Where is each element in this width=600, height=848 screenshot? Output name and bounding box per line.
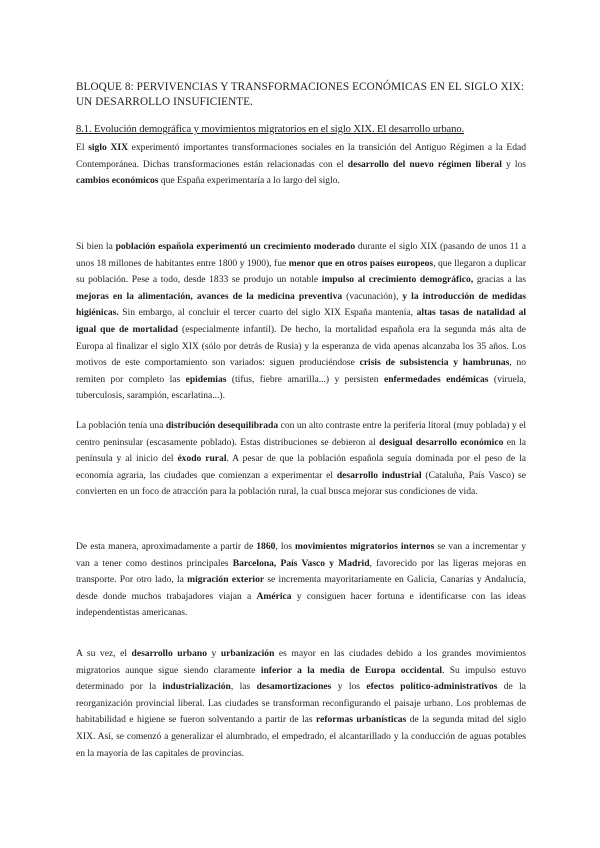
paragraph-4 (76, 539, 526, 622)
bold-run: menor que en otros países europeos (288, 257, 434, 269)
text-run: El (76, 142, 89, 153)
bold-run: desarrollo industrial (336, 469, 422, 481)
bold-run: enfermedades endémicas (383, 373, 489, 385)
text-run: , las (230, 681, 257, 693)
text-run: se incrementa mayoritariamente en Galicia, Canarias y Andalucía, desde donde muchos trabajadores viajan a (76, 574, 526, 602)
text-run: Si bien la (76, 241, 116, 252)
bold-run: desamortizaciones (256, 681, 332, 693)
bold-run: Barcelona, País Vasco y Madrid (232, 557, 370, 569)
bold-run: urbanización (220, 648, 275, 659)
text-run: gracias a las (473, 274, 526, 286)
bold-run: migración exterior (187, 574, 265, 586)
text-run: y los (501, 158, 526, 170)
bold-run: mejoras en la alimentación, avances de la medicina preventiva (76, 290, 343, 302)
bold-run: éxodo rural (177, 453, 227, 465)
paragraph-5 (76, 646, 526, 762)
text-run: . A pesar de que la población española seguía dominada por el peso de la economía agraria, las ciudades que comienzan a experimentar el (76, 453, 527, 481)
paragraph-1 (76, 140, 526, 190)
bold-run: crisis de subsistencia y hambrunas (359, 357, 510, 369)
bold-run: desarrollo urbano (131, 648, 207, 659)
bold-run: distribución desequilibrada (165, 420, 279, 431)
paragraph-2 (76, 239, 526, 405)
text-run: (tifus, fiebre amarilla...) y persisten (226, 373, 384, 385)
document-title: BLOQUE 8: PERVIVENCIAS Y TRANSFORMACIONES ECONÓMICAS EN EL SIGLO XIX: UN DESARROLLO INSUFICIENTE. (76, 81, 525, 108)
bold-run: reformas urbanísticas (316, 714, 407, 726)
text-run: de la segunda mitad del siglo XIX. Así, se comenzó a generalizar el alumbrado, el empedrado, el alcantarillado y la conducción de aguas potables en la mayoría de las capitales de provincias. (76, 714, 527, 759)
text-run: (especialmente infantil). De hecho, la mortalidad española era la segunda más alta de Europa al finalizar el siglo XIX (sólo por detrás de Rusia) y la esperanza de vida apenas alcanzaba los 35 años. Los motivos de este comportamiento son variados: siguen produciéndose (76, 323, 527, 369)
text-run: y los (331, 681, 367, 693)
bold-run: movimientos migratorios internos (295, 541, 435, 552)
bold-run: América (256, 590, 292, 602)
text-run: durante el siglo XIX (pasando de unos 11 a unos 18 millones de habitantes entre 1800 y 1900), fue (76, 241, 526, 269)
text-run: con un alto contraste entre la periferia litoral (muy poblada) y el centro peninsular (escasamente poblado). Estas distribuciones se debieron al (76, 420, 526, 448)
bold-run: siglo XIX (88, 142, 128, 153)
text-run: que España experimentaría a lo largo del siglo. (158, 175, 340, 187)
text-run: De esta manera, aproximadamente a partir de (76, 541, 257, 552)
bold-run: efectos político-administrativos (366, 681, 498, 693)
text-run: , favorecido por las ligeras mejoras en transporte. Por otro lado, la (76, 557, 526, 586)
bold-run: y la introducción de medidas higiénicas. (76, 290, 526, 319)
text-run: , que llegaron a duplicar su población. Pese a todo, desde 1833 se produjo un notable (76, 257, 526, 286)
text-run: Sin embargo, al concluir el tercer cuarto del siglo XIX España mantenía, (118, 307, 417, 319)
bold-run: altas tasas de natalidad al igual que de mortalidad (76, 307, 526, 335)
text-run: , no remiten por completo las (76, 357, 526, 385)
text-run: es mayor en las ciudades debido a los grandes movimientos migratorios aunque sigue siendo claramente (76, 648, 526, 676)
bold-run: población española experimentó un crecimiento moderado (115, 241, 356, 252)
text-run: A su vez, el (76, 648, 132, 659)
bold-run: desigual desarrollo económico (379, 436, 504, 448)
text-run: (viruela, tuberculosis, sarampión, escarlatina...). (76, 373, 526, 402)
text-run: (Cataluña, País Vasco) se convierten en un foco de atracción para la población rural, la cual busca mejorar sus condiciones de vida. (76, 469, 526, 498)
bold-run: inferior a la media de Europa occidental (260, 664, 443, 676)
text-run: . Su impulso estuvo determinado por la (76, 664, 527, 693)
text-run: (vacunación), (342, 290, 403, 302)
bold-run: industrialización (162, 681, 231, 693)
text-run: y (206, 648, 221, 659)
bold-run: impulso al crecimiento demográfico, (321, 274, 474, 286)
bold-run: 1860 (256, 541, 276, 552)
section-title: 8.1. Evolución demográfica y movimientos migratorios en el siglo XIX. El desarrollo urbano. (76, 124, 465, 135)
text-run: experimentó importantes transformaciones sociales en la transición del Antiguo Régimen a la Edad Contemporánea. Dichas transformaciones están relacionadas con el (76, 142, 526, 170)
paragraph-3 (76, 418, 526, 501)
text-run: y consiguen hacer fortuna e identificarse con las ideas independentistas americanas. (76, 590, 526, 619)
bold-run: desarrollo del nuevo régimen liberal (347, 158, 502, 170)
text-run: La población tenía una (76, 420, 166, 431)
text-run: , los (275, 541, 296, 552)
text-run: se van a incrementar y van a tener como destinos principales (76, 541, 526, 569)
text-run: de la reorganización provincial liberal. Las ciudades se transforman reconfigurando el paisaje urbano. Los problemas de habitabilidad e higiene se fueron solventando a partir de las (76, 681, 526, 726)
text-run: en la península y al inicio del (76, 436, 526, 465)
bold-run: epidemias (185, 373, 227, 385)
bold-run: cambios económicos (76, 175, 159, 187)
